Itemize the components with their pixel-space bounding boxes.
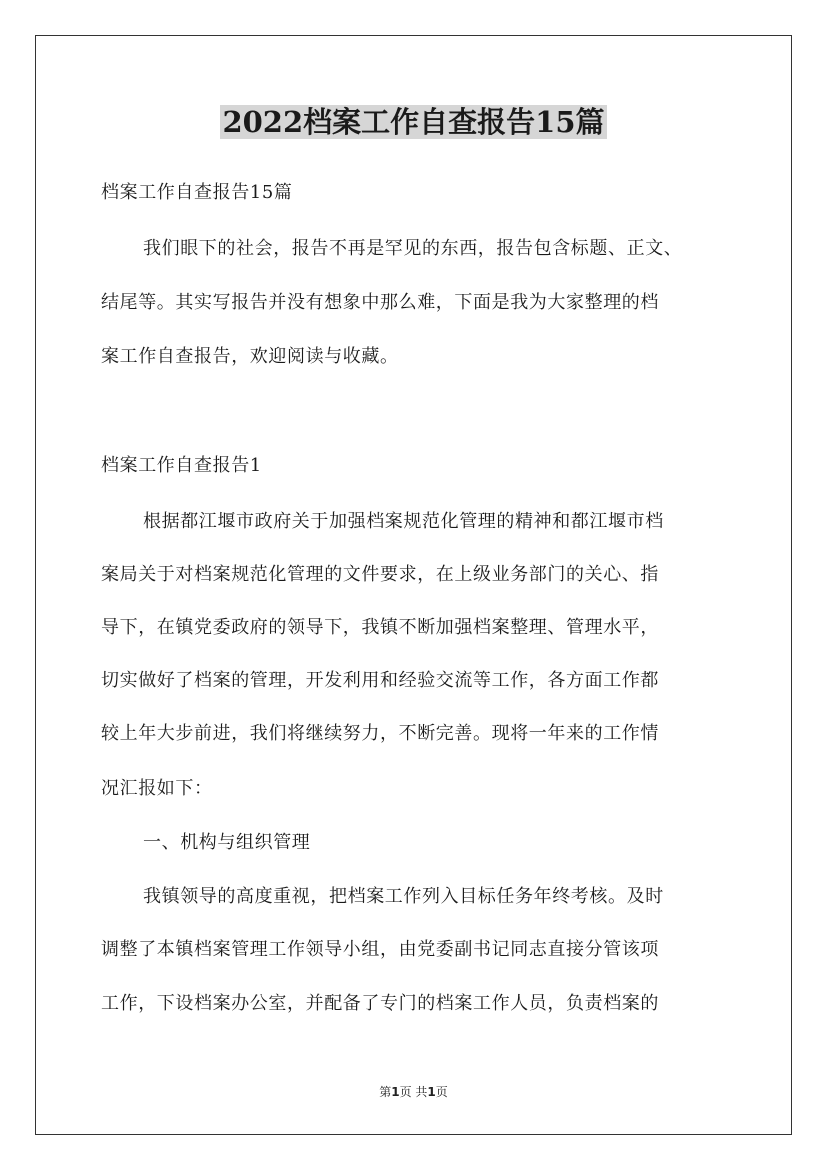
sub-body-line: 调整了本镇档案管理工作领导小组，由党委副书记同志直接分管该项 — [101, 939, 659, 960]
footer-page-number: 1 — [391, 1085, 400, 1099]
sub-body-line: 工作，下设档案办公室，并配备了专门的档案工作人员，负责档案的 — [101, 993, 659, 1014]
footer-prefix: 第 — [379, 1085, 392, 1099]
footer-mid: 页 共 — [399, 1085, 428, 1099]
intro-line: 案工作自查报告，欢迎阅读与收藏。 — [101, 346, 399, 367]
body-line: 况汇报如下： — [101, 778, 213, 799]
footer-suffix: 页 — [435, 1085, 448, 1099]
intro-line: 结尾等。其实写报告并没有想象中那么难，下面是我为大家整理的档 — [101, 292, 659, 313]
body-line: 根据都江堰市政府关于加强档案规范化管理的精神和都江堰市档 — [143, 511, 664, 532]
intro-line: 我们眼下的社会，报告不再是罕见的东西，报告包含标题、正文、 — [143, 238, 683, 259]
page-footer — [0, 1083, 827, 1100]
subsection-heading: 一、机构与组织管理 — [143, 832, 311, 853]
footer-total-pages: 1 — [427, 1085, 436, 1099]
document-title — [0, 100, 827, 144]
document-title-text: 2022档案工作自查报告15篇 — [222, 105, 605, 139]
document-subtitle: 档案工作自查报告15篇 — [101, 182, 293, 203]
body-line: 案局关于对档案规范化管理的文件要求，在上级业务部门的关心、指 — [101, 564, 659, 585]
section-heading: 档案工作自查报告1 — [101, 455, 262, 476]
sub-body-line: 我镇领导的高度重视，把档案工作列入目标任务年终考核。及时 — [143, 886, 664, 907]
body-line: 导下，在镇党委政府的领导下，我镇不断加强档案整理、管理水平， — [101, 617, 659, 638]
body-line: 较上年大步前进，我们将继续努力，不断完善。现将一年来的工作情 — [101, 723, 659, 744]
body-line: 切实做好了档案的管理，开发利用和经验交流等工作，各方面工作都 — [101, 670, 659, 691]
